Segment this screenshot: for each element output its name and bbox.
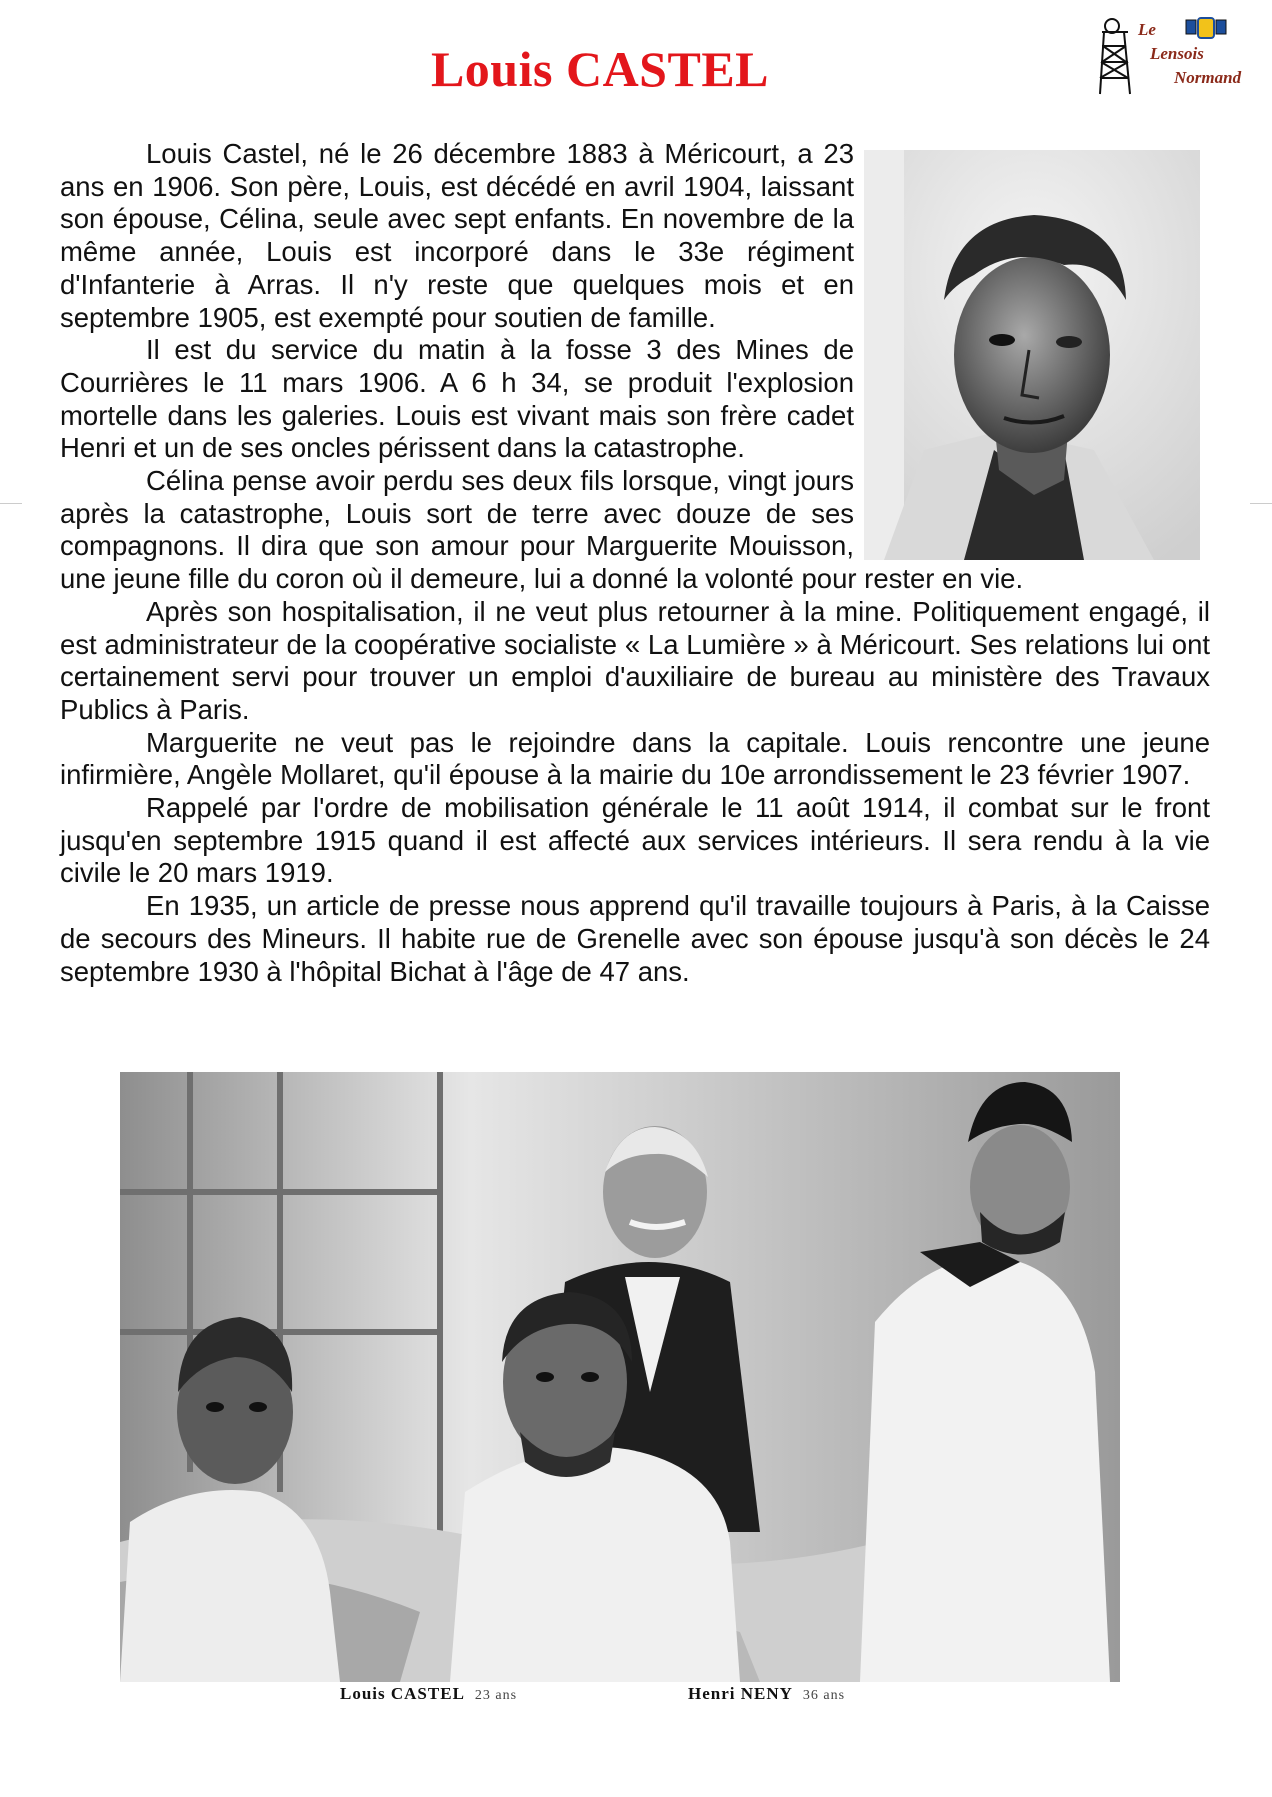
- caption-right-name: Henri NENY: [688, 1684, 793, 1703]
- logo-line2: Lensois: [1150, 44, 1204, 63]
- logo-line3: Normand: [1174, 68, 1242, 87]
- paragraph-7: En 1935, un article de presse nous apprend qu'il travaille toujours à Paris, à la Caisse de secours des Mineurs. Il habite rue de Grenelle avec son épouse jusqu'à son décès le 24 septembre 1930 à l'hôpital Bichat à l'âge de 47 ans.: [60, 890, 1210, 987]
- group-photo: [120, 1072, 1120, 1682]
- caption-left-name: Louis CASTEL: [340, 1684, 465, 1703]
- caption-left: [340, 1684, 517, 1704]
- paragraph-4: Après son hospitalisation, il ne veut plus retourner à la mine. Politiquement engagé, il est administrateur de la coopérative socialiste « La Lumière » à Méricourt. Ses relations lui ont certainement servi pour trouver un emploi d'auxiliaire de bureau au ministère des Travaux Publics à Paris.: [60, 595, 1210, 725]
- biography-text: [60, 138, 1210, 988]
- caption-right-age: 36 ans: [802, 1688, 846, 1703]
- paragraph-2: Il est du service du matin à la fosse 3 des Mines de Courrières le 11 mars 1906. A 6 h 34, se produit l'explosion mortelle dans les galeries. Louis est vivant mais son frère cadet Henri et un de ses oncles périssent dans la catastrophe.: [60, 334, 854, 464]
- caption-left-age: 23 ans: [474, 1688, 518, 1703]
- paragraph-6: Rappelé par l'ordre de mobilisation générale le 11 août 1914, il combat sur le front jusqu'en septembre 1915 quand il est affecté aux services intérieurs. Il sera rendu à la vie civile le 20 mars 1919.: [60, 792, 1210, 889]
- page-title: Louis CASTEL: [430, 41, 770, 97]
- paragraph-5: Marguerite ne veut pas le rejoindre dans la capitale. Louis rencontre une jeune infirmière, Angèle Mollaret, qu'il épouse à la mairie du 10e arrondissement le 23 février 1907.: [60, 726, 1210, 791]
- logo-line1: Le: [1138, 20, 1156, 39]
- margin-mark-right: [1250, 503, 1272, 504]
- paragraph-1: Louis Castel, né le 26 décembre 1883 à Méricourt, a 23 ans en 1906. Son père, Louis, est décédé en avril 1904, laissant son épouse, Célina, seule avec sept enfants. En novembre de la même année, Louis est incorporé dans le 33e régiment d'Infanterie à Arras. Il n'y reste que quelques mois et en septembre 1905, est exempté pour soutien de famille.: [60, 138, 854, 333]
- margin-mark-left: [0, 503, 22, 504]
- portrait-spacer: [854, 138, 1210, 558]
- lensois-normand-logo: [1098, 16, 1252, 96]
- caption-right: [688, 1684, 845, 1704]
- paragraph-3: Célina pense avoir perdu ses deux fils lorsque, vingt jours après la catastrophe, Louis sort de terre avec douze de ses compagnons. Il dira que son amour pour Marguerite Mouisson, une jeune fille du coron où il demeure, lui a donné la volonté pour rester en vie.: [60, 465, 1024, 595]
